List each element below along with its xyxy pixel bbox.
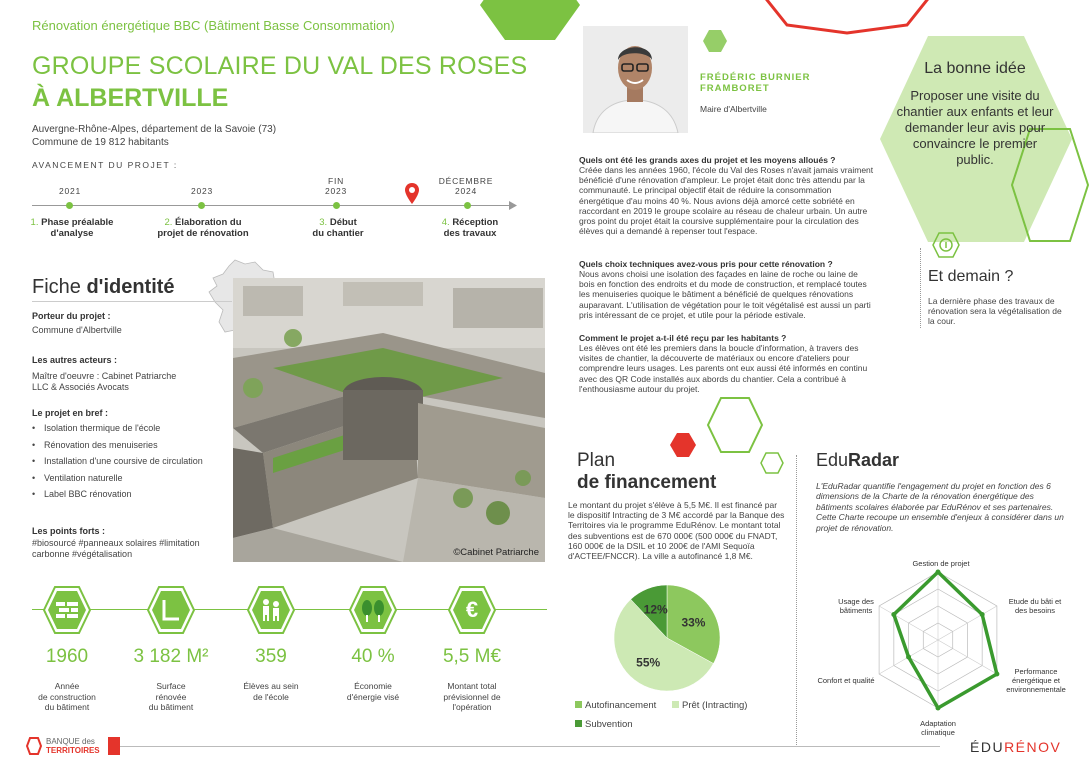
decor-hexagon-outline-small <box>760 452 784 474</box>
timeline-title: AVANCEMENT DU PROJET : <box>32 160 178 170</box>
pie-data-label: 12% <box>643 602 668 617</box>
footer-line <box>120 746 940 747</box>
radar-point <box>936 570 941 575</box>
children-icon <box>247 586 295 634</box>
porteur-heading: Porteur du projet : <box>32 311 111 321</box>
stat-label: Montant total prévisionnel de l'opération <box>443 681 501 712</box>
timeline-dot <box>333 202 340 209</box>
legend-item: Prêt (Intracting) <box>672 700 747 711</box>
list-item: • Ventilation naturelle <box>32 473 203 490</box>
forts-value: #biosourcé #panneaux solaires #limitation carbonne #végétalisation <box>32 538 200 559</box>
section-divider <box>796 455 797 745</box>
mayor-name: FRÉDÉRIC BURNIER FRAMBORET <box>700 72 811 94</box>
plan-text: Le montant du projet s'élève à 5,5 M€. Il est financé par le dispositif Intracting de 3 M€ accordé par la Banque des Territoires via le programme EduRénov. Le montant total des subventions est de 670 000€ (500 000€ du FNADT, 160 000€ de la DSIL et 10 200€ de l'AMI Sequoïa d'ACTEE/FNCCR). La ville a autofinancé 1,8 M€. <box>568 500 785 562</box>
timeline-line <box>32 205 514 206</box>
answer-2: Nous avons choisi une isolation des façades en laine de roche ou laine de bois en fonction des endroits et du mode de construction, et remplacé toutes les menuiseries quoique le bâtiment a bénéficié de quelques rénovations auparavant. L'utilisation de végétation pour le toit végétalisé est aussi un parti pris intéressant de ce projet, et utile pour la période estivale. <box>579 269 871 320</box>
legend-item: Autofinancement <box>575 700 656 711</box>
radar-axis-label: Etude du bâti et des besoins <box>1008 597 1062 615</box>
bref-heading: Le projet en bref : <box>32 408 109 418</box>
pie-data-label: 55% <box>636 655 661 670</box>
radar-text: L'EduRadar quantifie l'engagement du projet en fonction des 6 dimensions de la Charte de la rénovation énergétique des bâtiments scolaires élaborée par EduRénov et ses partenaires. Cette Charte recoupe un ensemble d'enjeux à considérer dans un projet de rénovation. <box>816 481 1064 533</box>
question-2: Quels choix techniques avez-vous pris pour cette rénovation ? <box>579 259 833 269</box>
radar-series <box>894 572 997 708</box>
timeline-year: 2021 <box>58 186 82 196</box>
radar-point <box>906 655 911 660</box>
forts-heading: Les points forts : <box>32 526 106 536</box>
answer-1: Créée dans les années 1960, l'école du Val des Roses n'avait jamais vraiment bénéficié d'une rénovation d'ampleur. Le projet était donc très attendu par la communauté. Le principal objectif était de réduire la consommation énergétique d'au moins 40 %. Nous avions déjà amorcé cette sobriété en raccordant en 2019 le groupe scolaire au réseau de chaleur urbain. Un autre gros point du projet était la coursive supplémentaire pour la circulation des élèves qui a demandé à repenser tout l'espace. <box>579 165 874 237</box>
stat-label: Année de construction du bâtiment <box>38 681 96 712</box>
timeline-dot <box>198 202 205 209</box>
svg-text:€: € <box>465 597 479 622</box>
answer-3: Les élèves ont été les premiers dans la boucle d'information, à travers des visites de chantier, la découverte de matériaux ou encore d'ateliers pour comprendre leurs usages. Les parents ont eux aussi été informés en continu avec des QR Code installés aux abords du chantier. Cela a contribué à l'enthousiasme autour du projet. <box>579 343 868 394</box>
euro-icon <box>448 586 496 634</box>
pie-data-label: 33% <box>681 615 706 630</box>
stat-value: 359 <box>255 646 287 667</box>
list-item: • Isolation thermique de l'école <box>32 423 203 440</box>
mayor-role: Maire d'Albertville <box>700 104 767 114</box>
timeline-step: 1. Phase préalable d'analyse <box>30 217 114 239</box>
bref-list <box>32 423 203 506</box>
timeline-dot <box>66 202 73 209</box>
decor-hexagon-green-small <box>703 30 727 52</box>
timeline-step: 2. Élaboration du projet de rénovation <box>157 217 249 239</box>
radar-point <box>980 612 985 617</box>
trees-icon <box>349 586 397 634</box>
fiche-title: Fiche d'identité <box>32 276 175 298</box>
timeline-year: FIN 2023 <box>324 176 348 196</box>
plan-title-bold: de financement <box>577 472 717 493</box>
timeline-year: 2023 <box>190 186 214 196</box>
acteurs-heading: Les autres acteurs : <box>32 355 118 365</box>
timeline-step: 3. Début du chantier <box>312 217 364 239</box>
legend-item: Subvention <box>575 719 633 730</box>
surface-icon <box>147 586 195 634</box>
page-title: GROUPE SCOLAIRE DU VAL DES ROSES <box>32 52 528 80</box>
stat-value: 3 182 M² <box>133 646 209 667</box>
porteur-value: Commune d'Albertville <box>32 325 122 335</box>
radar-axis-label: Gestion de projet <box>912 559 970 568</box>
radar-title: EduRadar <box>816 450 900 470</box>
edurenov-logo: ÉDURÉNOV <box>970 739 1062 755</box>
timeline-dot <box>464 202 471 209</box>
list-item: • Rénovation des menuiseries <box>32 440 203 457</box>
republique-logo-icon <box>108 737 120 755</box>
radar-point <box>936 706 941 711</box>
stat-value: 40 % <box>351 646 395 667</box>
commune: Commune de 19 812 habitants <box>32 137 169 148</box>
stat-label: Élèves au sein de l'école <box>243 681 299 702</box>
demain-title: Et demain ? <box>928 268 1014 285</box>
timeline-year: DÉCEMBRE 2024 <box>438 176 494 196</box>
question-1: Quels ont été les grands axes du projet et les moyens alloués ? <box>579 155 836 165</box>
list-item: • Label BBC rénovation <box>32 489 203 506</box>
decor-hexagon-green-top <box>480 0 580 40</box>
fiche-divider <box>32 301 232 302</box>
timeline-arrow-icon <box>509 201 517 210</box>
school-photo <box>233 278 545 562</box>
banque-territoires-logo-icon <box>26 737 42 755</box>
demain-text: La dernière phase des travaux de rénovation sera la végétalisation de la cour. <box>928 296 1062 326</box>
timeline-step: 4. Réception des travaux <box>441 217 499 239</box>
stat-label: Surface rénovée du bâtiment <box>148 681 194 712</box>
region: Auvergne-Rhône-Alpes, département de la Savoie (73) <box>32 124 277 135</box>
banque-territoires-logo: BANQUE des TERRITOIRES <box>46 737 100 755</box>
decor-hexagon-red-outline <box>757 0 937 35</box>
decor-hexagon-red-small <box>670 433 696 457</box>
radar-axis-label: Confort et qualité <box>817 676 875 685</box>
page-title-city: À ALBERTVILLE <box>32 84 229 112</box>
stat-label: Économie d'énergie visé <box>346 681 400 702</box>
idea-text: Proposer une visite du chantier aux enfants et leur demander leur avis pour convaincre le premier public. <box>896 88 1054 167</box>
demain-icon <box>932 232 960 258</box>
location-pin-icon <box>405 183 419 205</box>
radar-axis-label: Performance énergétique et environnementale <box>1006 667 1066 694</box>
demain-divider <box>920 248 921 328</box>
list-item: • Installation d'une coursive de circulation <box>32 456 203 473</box>
mayor-portrait <box>583 26 688 133</box>
decor-hexagon-outline-mid <box>706 396 764 454</box>
financing-pie-chart <box>612 583 722 693</box>
plan-title: Plan <box>577 450 616 471</box>
question-3: Comment le projet a-t-il été reçu par les habitants ? <box>579 333 787 343</box>
stat-value: 5,5 M€ <box>442 646 502 667</box>
kicker: Rénovation énergétique BBC (Bâtiment Basse Consommation) <box>32 18 395 33</box>
edu-radar-chart <box>808 555 1078 745</box>
photo-credit: ©Cabinet Patriarche <box>453 547 539 558</box>
bricks-icon <box>43 586 91 634</box>
stat-value: 1960 <box>45 646 89 667</box>
radar-axis-label: Adaptation climatique <box>920 719 956 737</box>
idea-title: La bonne idée <box>924 60 1026 77</box>
radar-axis-label: Usage des bâtiments <box>838 597 874 615</box>
acteurs-value: Maître d'oeuvre : Cabinet Patriarche LLC & Associés Avocats <box>32 371 177 392</box>
